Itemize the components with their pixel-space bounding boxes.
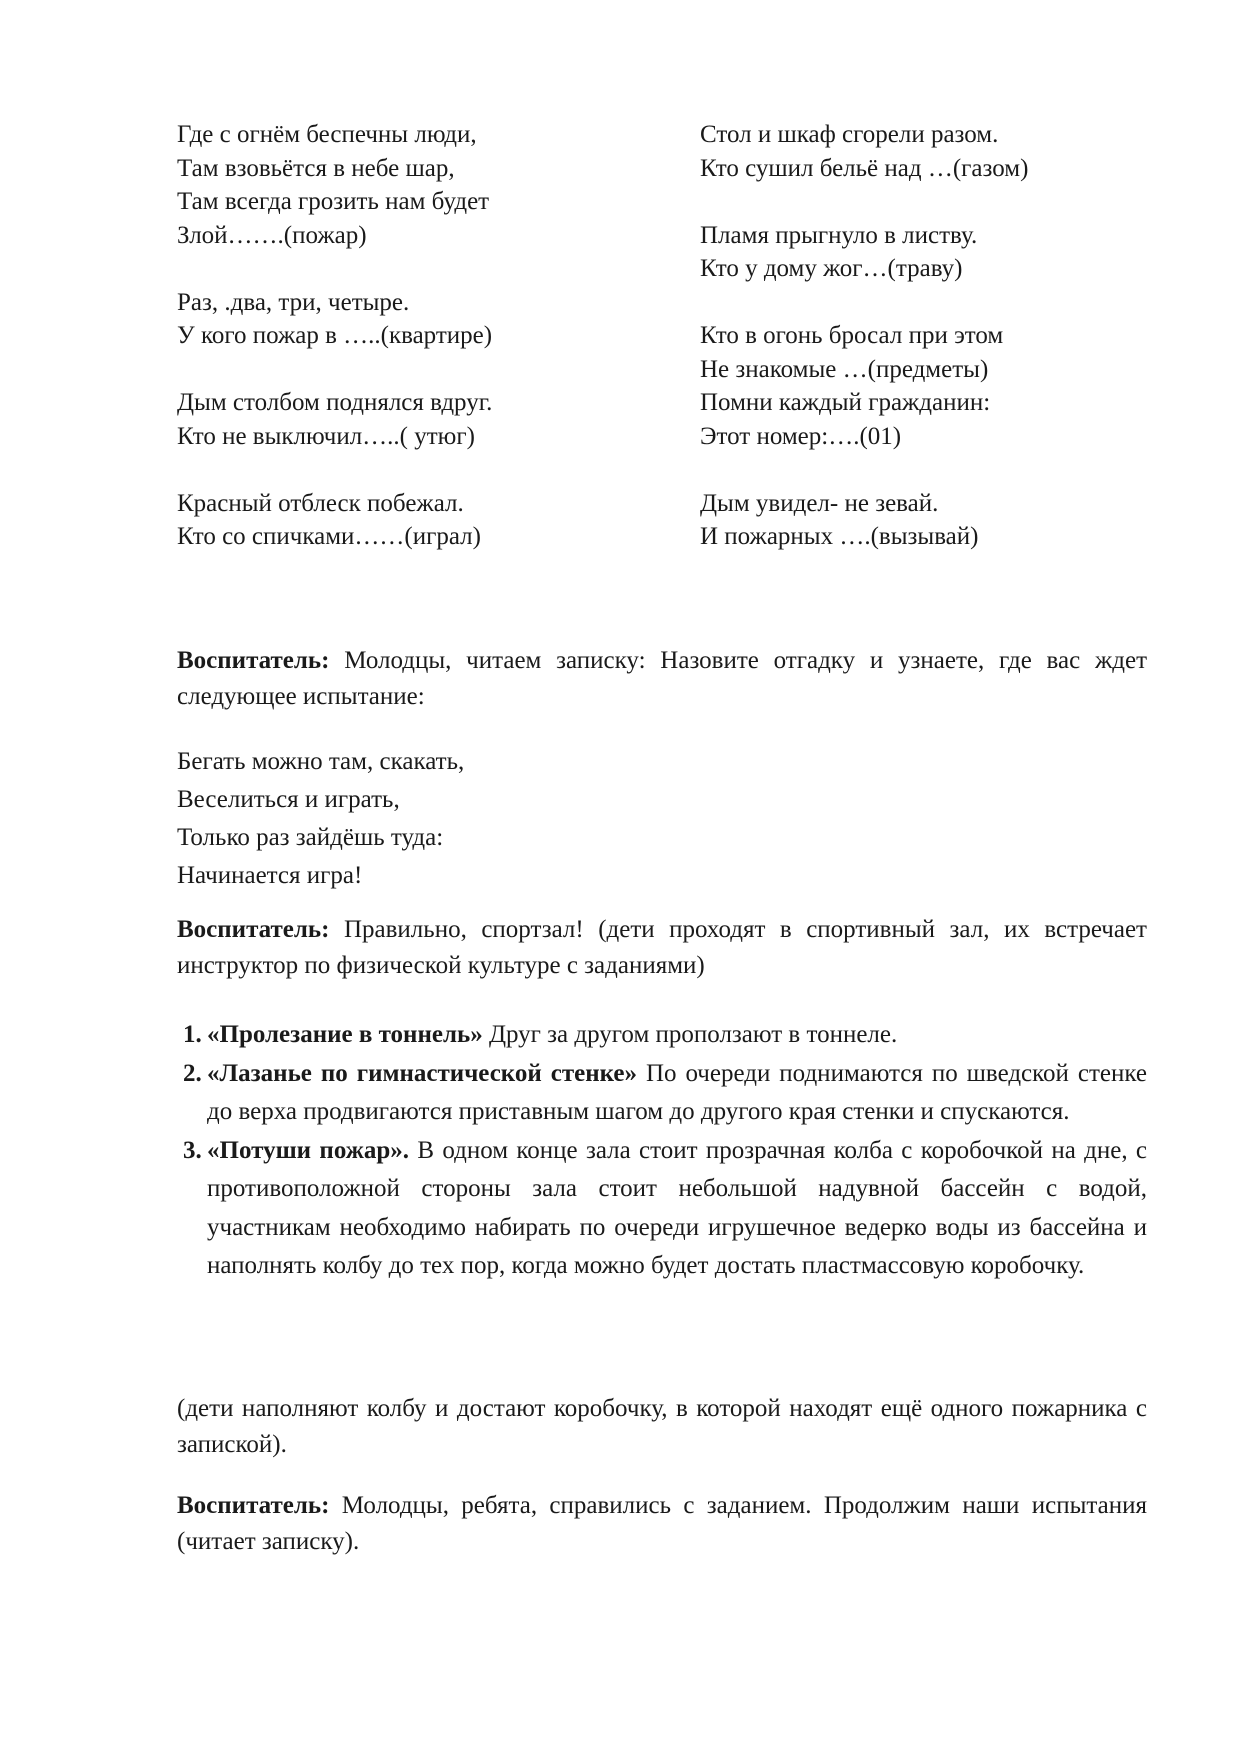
riddle-verse xyxy=(177,743,464,895)
task-text: В одном конце зала стоит прозрачная колба с коробочкой на дне, с противоположной стороны зала стоит небольшой надувной бассейн с водой, участникам необходимо набирать по очереди игрушечное ведерко воды из бассейна и наполнять колбу до тех пор, когда можно будет достать пластмассовую коробочку. xyxy=(207,1136,1148,1279)
poem-line: Где с огнём беспечны люди, xyxy=(177,121,477,148)
paragraph-teacher-note xyxy=(177,643,1147,715)
riddle-line: Только раз зайдёшь туда: xyxy=(177,824,444,851)
poem-line: Пламя прыгнуло в листву. xyxy=(700,221,978,249)
poem-line: Красный отблеск побежал. xyxy=(177,489,464,517)
speaker-label: Воспитатель: xyxy=(177,647,330,674)
paragraph-text: (дети наполняют колбу и достают коробочку, в которой находят ещё одного пожарника с запиской). xyxy=(177,1395,1147,1458)
paragraph-text: Молодцы, читаем записку: Назовите отгадку и узнаете, где вас ждет следующее испытание: xyxy=(177,647,1147,710)
poem-line: Кто не выключил…..( утюг) xyxy=(177,422,475,450)
poem-line: Там взовьётся в небе шар, xyxy=(177,154,455,182)
poem-line: Раз, .два, три, четыре. xyxy=(177,288,410,316)
poem-line: Кто сушил бельё над …(газом) xyxy=(700,154,1029,182)
riddle-line: Бегать можно там, скакать, xyxy=(177,748,465,775)
task-list xyxy=(183,1016,1147,1286)
task-number: 1. xyxy=(183,1021,202,1048)
task-title: «Лазанье по гимнастической стенке» xyxy=(207,1059,637,1087)
paragraph-gym xyxy=(177,912,1147,984)
poem-line: Злой…….(пожар) xyxy=(177,221,367,249)
task-number: 3. xyxy=(183,1136,202,1164)
task-item xyxy=(183,1016,1147,1055)
paragraph-teacher-continue xyxy=(177,1488,1147,1560)
task-number: 2. xyxy=(183,1059,202,1087)
speaker-label: Воспитатель: xyxy=(177,916,330,943)
poem-stanza xyxy=(177,118,657,252)
poem-stanza xyxy=(700,118,1180,185)
poem-line: Этот номер:….(01) xyxy=(700,422,902,450)
poem-stanza xyxy=(177,386,657,453)
riddle-line: Начинается игра! xyxy=(177,862,363,889)
poem-line: Кто в огонь бросал при этом xyxy=(700,322,1004,349)
poem-line: Кто у дому жог…(траву) xyxy=(700,255,963,282)
paragraph-children-action xyxy=(177,1391,1147,1463)
task-item xyxy=(183,1132,1147,1286)
poem-line: И пожарных ….(вызывай) xyxy=(700,523,979,550)
poem-stanza xyxy=(177,487,657,554)
poem-line: Дым столбом поднялся вдруг. xyxy=(177,389,493,416)
riddle-line: Веселиться и играть, xyxy=(177,786,400,813)
task-text: Друг за другом проползают в тоннеле. xyxy=(482,1021,898,1048)
poem-line: Стол и шкаф сгорели разом. xyxy=(700,121,999,148)
poem-right-column xyxy=(700,118,1180,554)
task-title: «Пролезание в тоннель» xyxy=(207,1021,483,1048)
task-item xyxy=(183,1055,1147,1132)
poem-line: Помни каждый гражданин: xyxy=(700,389,991,416)
poem-stanza xyxy=(700,487,1180,554)
speaker-label: Воспитатель: xyxy=(177,1492,330,1519)
poem-line: Кто со спичками……(играл) xyxy=(177,523,481,550)
poem-line: У кого пожар в …..(квартире) xyxy=(177,322,493,349)
poem-stanza xyxy=(700,319,1180,453)
poem-stanza xyxy=(700,219,1180,286)
poem-line: Дым увидел- не зевай. xyxy=(700,489,939,517)
paragraph-text: Правильно, спортзал! (дети проходят в спортивный зал, их встречает инструктор по физической культуре с заданиями) xyxy=(177,916,1147,979)
poem-left-column xyxy=(177,118,657,554)
task-title: «Потуши пожар». xyxy=(207,1136,409,1164)
task-text: По очереди поднимаются по шведской стенке до верха продвигаются приставным шагом до другого края стенки и спускаются. xyxy=(207,1059,1147,1125)
poem-stanza xyxy=(177,286,657,353)
poem-line: Не знакомые …(предметы) xyxy=(700,355,989,383)
paragraph-text: Молодцы, ребята, справились с заданием. Продолжим наши испытания (читает записку). xyxy=(177,1492,1147,1555)
poem-line: Там всегда грозить нам будет xyxy=(177,188,490,215)
